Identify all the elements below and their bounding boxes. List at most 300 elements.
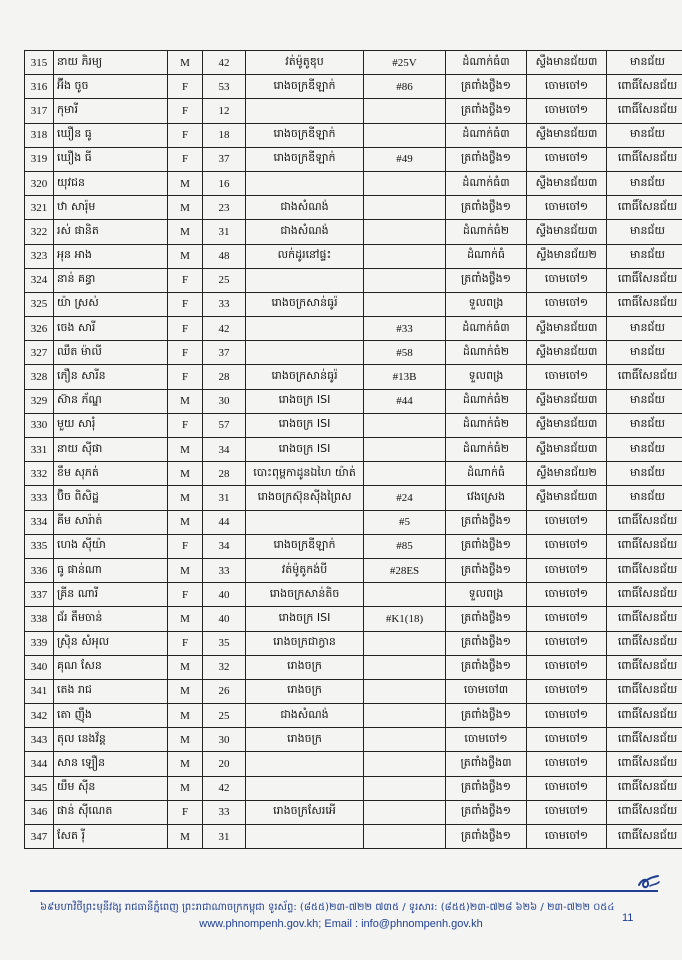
village-cell: ស្ទឹងមានជ័យ៣ — [527, 341, 607, 365]
age-cell: 23 — [203, 196, 246, 220]
district-cell: មានជ័យ — [607, 123, 682, 147]
table-row — [25, 534, 682, 558]
district-cell: ពោធិ៍សែនជ័យ — [607, 147, 682, 171]
commune-cell: ត្រពាំងថ្លឹង១ — [446, 147, 527, 171]
commune-cell: ទួលពង្រ — [446, 365, 527, 389]
case-code-cell — [364, 631, 446, 655]
table-row — [25, 220, 682, 244]
district-cell: ពោធិ៍សែនជ័យ — [607, 75, 682, 99]
case-code-cell: #28ES — [364, 558, 446, 582]
village-cell: ស្ទឹងមានជ័យ៣ — [527, 171, 607, 195]
commune-cell: ដំណាក់ធំ — [446, 244, 527, 268]
commune-cell: ដំណាក់ធំ៣ — [446, 171, 527, 195]
table-row — [25, 389, 682, 413]
row-number-cell: 317 — [25, 99, 54, 123]
row-number-cell: 335 — [25, 534, 54, 558]
age-cell: 12 — [203, 99, 246, 123]
person-name-cell: នាយ ភិរម្យ — [54, 51, 168, 75]
sex-cell: M — [168, 558, 203, 582]
person-name-cell: គុណ សែន — [54, 655, 168, 679]
occupation-cell: រោងចក្រ ISI — [246, 413, 364, 437]
person-name-cell: ប៊ិច ពិសិដ្ឋ — [54, 486, 168, 510]
case-code-cell — [364, 123, 446, 147]
person-name-cell: ភឿន សារីន — [54, 365, 168, 389]
commune-cell: ដំណាក់ធំ២ — [446, 389, 527, 413]
commune-cell: ទួលពង្រ — [446, 292, 527, 316]
row-number-cell: 336 — [25, 558, 54, 582]
case-code-cell: #86 — [364, 75, 446, 99]
district-cell: មានជ័យ — [607, 220, 682, 244]
village-cell: ចោមចៅ១ — [527, 607, 607, 631]
village-cell: ចោមចៅ១ — [527, 558, 607, 582]
district-cell: ពោធិ៍សែនជ័យ — [607, 196, 682, 220]
row-number-cell: 325 — [25, 292, 54, 316]
occupation-cell: រោងចក្រសាន់ធូរ៉ — [246, 292, 364, 316]
district-cell: មានជ័យ — [607, 171, 682, 195]
person-name-cell: គ្រីន ណារី — [54, 583, 168, 607]
case-code-cell: #85 — [364, 534, 446, 558]
age-cell: 30 — [203, 728, 246, 752]
sex-cell: F — [168, 365, 203, 389]
sex-cell: M — [168, 728, 203, 752]
footer-rule — [30, 890, 658, 892]
age-cell: 32 — [203, 655, 246, 679]
case-code-cell: #33 — [364, 317, 446, 341]
sex-cell: M — [168, 510, 203, 534]
district-cell: មានជ័យ — [607, 462, 682, 486]
row-number-cell: 337 — [25, 583, 54, 607]
commune-cell: ត្រពាំងថ្លឹង១ — [446, 631, 527, 655]
row-number-cell: 324 — [25, 268, 54, 292]
occupation-cell: រោងចក្រឌីឡាក់ — [246, 147, 364, 171]
age-cell: 34 — [203, 438, 246, 462]
district-cell: ពោធិ៍សែនជ័យ — [607, 607, 682, 631]
village-cell: ចោមចៅ១ — [527, 292, 607, 316]
district-cell: ពោធិ៍សែនជ័យ — [607, 99, 682, 123]
occupation-cell: រោងចក្រស៊ុនស៊ីងព្រៃស — [246, 486, 364, 510]
district-cell: ពោធិ៍សែនជ័យ — [607, 776, 682, 800]
sex-cell: M — [168, 220, 203, 244]
age-cell: 26 — [203, 679, 246, 703]
sex-cell: F — [168, 800, 203, 824]
table-row — [25, 51, 682, 75]
table-row — [25, 486, 682, 510]
occupation-cell: រោងចក្រ — [246, 728, 364, 752]
case-code-cell — [364, 268, 446, 292]
district-cell: មានជ័យ — [607, 438, 682, 462]
case-code-cell — [364, 825, 446, 849]
age-cell: 31 — [203, 220, 246, 244]
district-cell: មានជ័យ — [607, 413, 682, 437]
age-cell: 37 — [203, 341, 246, 365]
district-cell: ពោធិ៍សែនជ័យ — [607, 534, 682, 558]
commune-cell: ត្រពាំងថ្លឹង១ — [446, 534, 527, 558]
case-code-cell — [364, 413, 446, 437]
row-number-cell: 315 — [25, 51, 54, 75]
person-name-cell: តេង រាជ — [54, 679, 168, 703]
age-cell: 42 — [203, 51, 246, 75]
person-name-cell: យឹម ស៊ីន — [54, 776, 168, 800]
age-cell: 48 — [203, 244, 246, 268]
table-row — [25, 631, 682, 655]
age-cell: 18 — [203, 123, 246, 147]
table-row — [25, 292, 682, 316]
table-row — [25, 607, 682, 631]
district-cell: ពោធិ៍សែនជ័យ — [607, 679, 682, 703]
age-cell: 42 — [203, 776, 246, 800]
table-row — [25, 123, 682, 147]
sex-cell: M — [168, 607, 203, 631]
row-number-cell: 342 — [25, 704, 54, 728]
row-number-cell: 319 — [25, 147, 54, 171]
table-row — [25, 317, 682, 341]
village-cell: ស្ទឹងមានជ័យ៣ — [527, 438, 607, 462]
occupation-cell: រោងចក្រ ISI — [246, 389, 364, 413]
village-cell: ស្ទឹងមានជ័យ៣ — [527, 389, 607, 413]
age-cell: 31 — [203, 825, 246, 849]
village-cell: ចោមចៅ១ — [527, 800, 607, 824]
person-name-cell: រស់ ផានិត — [54, 220, 168, 244]
table-row — [25, 413, 682, 437]
table-row — [25, 438, 682, 462]
village-cell: ស្ទឹងមានជ័យ៣ — [527, 317, 607, 341]
age-cell: 16 — [203, 171, 246, 195]
village-cell: ចោមចៅ១ — [527, 534, 607, 558]
commune-cell: វេងស្រេង — [446, 486, 527, 510]
case-roster-table — [24, 50, 682, 849]
commune-cell: ចោមចៅ១ — [446, 728, 527, 752]
occupation-cell — [246, 825, 364, 849]
person-name-cell: នាយ ស៊ីផា — [54, 438, 168, 462]
commune-cell: ត្រពាំងថ្លឹង១ — [446, 558, 527, 582]
commune-cell: ទួលពង្រ — [446, 583, 527, 607]
village-cell: ចោមចៅ១ — [527, 75, 607, 99]
village-cell: ចោមចៅ១ — [527, 510, 607, 534]
village-cell: ស្ទឹងមានជ័យ២ — [527, 244, 607, 268]
row-number-cell: 322 — [25, 220, 54, 244]
person-name-cell: យុវជន — [54, 171, 168, 195]
table-row — [25, 558, 682, 582]
commune-cell: ត្រពាំងថ្លឹង១ — [446, 196, 527, 220]
sex-cell: M — [168, 752, 203, 776]
occupation-cell: រោងចក្រ — [246, 655, 364, 679]
row-number-cell: 345 — [25, 776, 54, 800]
case-code-cell — [364, 462, 446, 486]
occupation-cell: វត់ម៉ូតូកង់បី — [246, 558, 364, 582]
person-name-cell: ស៊ាន ភ័ណ្ឌ — [54, 389, 168, 413]
district-cell: មានជ័យ — [607, 389, 682, 413]
case-code-cell — [364, 438, 446, 462]
sex-cell: M — [168, 704, 203, 728]
age-cell: 40 — [203, 583, 246, 607]
village-cell: ស្ទឹងមានជ័យ៣ — [527, 123, 607, 147]
age-cell: 28 — [203, 365, 246, 389]
age-cell: 53 — [203, 75, 246, 99]
village-cell: ស្ទឹងមានជ័យ៣ — [527, 51, 607, 75]
person-name-cell: អុន អាង — [54, 244, 168, 268]
age-cell: 57 — [203, 413, 246, 437]
village-cell: ចោមចៅ១ — [527, 147, 607, 171]
sex-cell: M — [168, 462, 203, 486]
sex-cell: F — [168, 534, 203, 558]
commune-cell: ដំណាក់ធំ២ — [446, 438, 527, 462]
age-cell: 20 — [203, 752, 246, 776]
case-code-cell: #13B — [364, 365, 446, 389]
district-cell: ពោធិ៍សែនជ័យ — [607, 800, 682, 824]
row-number-cell: 344 — [25, 752, 54, 776]
commune-cell: ដំណាក់ធំ៣ — [446, 123, 527, 147]
row-number-cell: 327 — [25, 341, 54, 365]
person-name-cell: សាន ឡឿន — [54, 752, 168, 776]
village-cell: ស្ទឹងមានជ័យ៣ — [527, 486, 607, 510]
occupation-cell: រោងចក្រជាក្វាន — [246, 631, 364, 655]
commune-cell: ត្រពាំងថ្លឹង១ — [446, 704, 527, 728]
person-name-cell: ហេង ស៊ីយ៉ា — [54, 534, 168, 558]
district-cell: ពោធិ៍សែនជ័យ — [607, 728, 682, 752]
village-cell: ចោមចៅ១ — [527, 196, 607, 220]
row-number-cell: 320 — [25, 171, 54, 195]
table-row — [25, 171, 682, 195]
occupation-cell: ជាងសំណង់ — [246, 704, 364, 728]
table-row — [25, 341, 682, 365]
case-code-cell: #24 — [364, 486, 446, 510]
commune-cell: ត្រពាំងថ្លឹង១ — [446, 800, 527, 824]
district-cell: មានជ័យ — [607, 51, 682, 75]
district-cell: ពោធិ៍សែនជ័យ — [607, 631, 682, 655]
row-number-cell: 338 — [25, 607, 54, 631]
table-row — [25, 244, 682, 268]
table-row — [25, 75, 682, 99]
sex-cell: M — [168, 776, 203, 800]
case-code-cell — [364, 220, 446, 244]
age-cell: 33 — [203, 800, 246, 824]
sex-cell: F — [168, 317, 203, 341]
occupation-cell: រោងចក្រសាន់ធូរ៉ — [246, 365, 364, 389]
age-cell: 44 — [203, 510, 246, 534]
row-number-cell: 334 — [25, 510, 54, 534]
district-cell: មានជ័យ — [607, 341, 682, 365]
table-row — [25, 825, 682, 849]
row-number-cell: 329 — [25, 389, 54, 413]
person-name-cell: ធូ ផាន់ណា — [54, 558, 168, 582]
row-number-cell: 331 — [25, 438, 54, 462]
table-row — [25, 510, 682, 534]
case-code-cell — [364, 776, 446, 800]
sex-cell: M — [168, 679, 203, 703]
age-cell: 40 — [203, 607, 246, 631]
table-row — [25, 679, 682, 703]
occupation-cell — [246, 341, 364, 365]
row-number-cell: 347 — [25, 825, 54, 849]
table-row — [25, 583, 682, 607]
village-cell: ស្ទឹងមានជ័យ៣ — [527, 413, 607, 437]
district-cell: ពោធិ៍សែនជ័យ — [607, 825, 682, 849]
sex-cell: F — [168, 268, 203, 292]
case-code-cell — [364, 583, 446, 607]
sex-cell: M — [168, 389, 203, 413]
age-cell: 33 — [203, 558, 246, 582]
sex-cell: M — [168, 486, 203, 510]
table-row — [25, 655, 682, 679]
occupation-cell: រោងចក្រឌីឡាក់ — [246, 123, 364, 147]
commune-cell: ដំណាក់ធំ២ — [446, 341, 527, 365]
occupation-cell: លក់ដូរនៅផ្ទះ — [246, 244, 364, 268]
row-number-cell: 332 — [25, 462, 54, 486]
person-name-cell: អ៊ីង ចូច — [54, 75, 168, 99]
case-code-cell — [364, 244, 446, 268]
person-name-cell: គីម សារ៉ាត់ — [54, 510, 168, 534]
row-number-cell: 339 — [25, 631, 54, 655]
occupation-cell — [246, 99, 364, 123]
row-number-cell: 346 — [25, 800, 54, 824]
sex-cell: F — [168, 147, 203, 171]
footer-contact: www.phnompenh.gov.kh; Email : info@phnompenh.gov.kh — [199, 918, 483, 930]
sex-cell: M — [168, 825, 203, 849]
age-cell: 30 — [203, 389, 246, 413]
commune-cell: ដំណាក់ធំ២ — [446, 220, 527, 244]
row-number-cell: 333 — [25, 486, 54, 510]
commune-cell: ត្រពាំងថ្លឹង១ — [446, 268, 527, 292]
district-cell: ពោធិ៍សែនជ័យ — [607, 655, 682, 679]
person-name-cell: ស្រ៊ិន សំអុល — [54, 631, 168, 655]
district-cell: ពោធិ៍សែនជ័យ — [607, 558, 682, 582]
occupation-cell — [246, 776, 364, 800]
occupation-cell: ជាងសំណង់ — [246, 220, 364, 244]
commune-cell: ដំណាក់ធំ៣ — [446, 51, 527, 75]
occupation-cell: បោះពុម្ពកាដូនឯហៃ យ៉ាត់ — [246, 462, 364, 486]
sex-cell: F — [168, 75, 203, 99]
village-cell: ចោមចៅ១ — [527, 752, 607, 776]
sex-cell: M — [168, 196, 203, 220]
case-code-cell: #44 — [364, 389, 446, 413]
commune-cell: ដំណាក់ធំ២ — [446, 413, 527, 437]
case-code-cell — [364, 679, 446, 703]
person-name-cell: ឃឿន ធូ — [54, 123, 168, 147]
age-cell: 25 — [203, 268, 246, 292]
case-code-cell — [364, 704, 446, 728]
age-cell: 28 — [203, 462, 246, 486]
person-name-cell: ចេង សារី — [54, 317, 168, 341]
row-number-cell: 341 — [25, 679, 54, 703]
occupation-cell: រោងចក្រឌីឡាក់ — [246, 75, 364, 99]
table-row — [25, 752, 682, 776]
district-cell: ពោធិ៍សែនជ័យ — [607, 583, 682, 607]
village-cell: ចោមចៅ១ — [527, 704, 607, 728]
case-code-cell: #K1(18) — [364, 607, 446, 631]
village-cell: ចោមចៅ១ — [527, 99, 607, 123]
row-number-cell: 328 — [25, 365, 54, 389]
commune-cell: ត្រពាំងថ្លឹង១ — [446, 655, 527, 679]
commune-cell: ត្រពាំងថ្លឹង១ — [446, 825, 527, 849]
sex-cell: F — [168, 413, 203, 437]
sex-cell: M — [168, 51, 203, 75]
row-number-cell: 316 — [25, 75, 54, 99]
case-code-cell — [364, 292, 446, 316]
commune-cell: ត្រពាំងថ្លឹង១ — [446, 510, 527, 534]
district-cell: ពោធិ៍សែនជ័យ — [607, 365, 682, 389]
person-name-cell: យ៉ា ស្រស់ — [54, 292, 168, 316]
district-cell: ពោធិ៍សែនជ័យ — [607, 510, 682, 534]
table-row — [25, 196, 682, 220]
person-name-cell: សែត រ៉ី — [54, 825, 168, 849]
case-code-cell: #49 — [364, 147, 446, 171]
village-cell: ចោមចៅ១ — [527, 825, 607, 849]
sex-cell: F — [168, 583, 203, 607]
occupation-cell — [246, 317, 364, 341]
case-code-cell — [364, 728, 446, 752]
row-number-cell: 323 — [25, 244, 54, 268]
commune-cell: ត្រពាំងថ្លឹង១ — [446, 99, 527, 123]
age-cell: 37 — [203, 147, 246, 171]
district-cell: ពោធិ៍សែនជ័យ — [607, 268, 682, 292]
row-number-cell: 343 — [25, 728, 54, 752]
occupation-cell — [246, 752, 364, 776]
village-cell: ចោមចៅ១ — [527, 776, 607, 800]
commune-cell: ចោមចៅ៣ — [446, 679, 527, 703]
person-name-cell: ឈឹត ម៉ាលី — [54, 341, 168, 365]
age-cell: 42 — [203, 317, 246, 341]
occupation-cell — [246, 510, 364, 534]
commune-cell: ត្រពាំងថ្លឹង១ — [446, 607, 527, 631]
table-row — [25, 462, 682, 486]
table-row — [25, 99, 682, 123]
case-code-cell — [364, 655, 446, 679]
table-row — [25, 728, 682, 752]
person-name-cell: ឃឿង ធី — [54, 147, 168, 171]
age-cell: 31 — [203, 486, 246, 510]
village-cell: ចោមចៅ១ — [527, 583, 607, 607]
occupation-cell: រោងចក្រ ISI — [246, 438, 364, 462]
occupation-cell — [246, 171, 364, 195]
sex-cell: F — [168, 123, 203, 147]
person-name-cell: តុល នេងវ័ន្ត — [54, 728, 168, 752]
district-cell: ពោធិ៍សែនជ័យ — [607, 704, 682, 728]
district-cell: មានជ័យ — [607, 486, 682, 510]
age-cell: 33 — [203, 292, 246, 316]
district-cell: ពោធិ៍សែនជ័យ — [607, 752, 682, 776]
sex-cell: F — [168, 292, 203, 316]
district-cell: ពោធិ៍សែនជ័យ — [607, 292, 682, 316]
person-name-cell: មួយ សារុំ — [54, 413, 168, 437]
occupation-cell: រោងចក្រសាន់តិច — [246, 583, 364, 607]
table-row — [25, 268, 682, 292]
row-number-cell: 321 — [25, 196, 54, 220]
table-row — [25, 704, 682, 728]
occupation-cell: រោងចក្រ — [246, 679, 364, 703]
person-name-cell: ជ័រ តឹមចាន់ — [54, 607, 168, 631]
village-cell: ចោមចៅ១ — [527, 365, 607, 389]
commune-cell: ត្រពាំងថ្លឹង៣ — [446, 752, 527, 776]
occupation-cell: រោងចក្រ ISI — [246, 607, 364, 631]
sex-cell: F — [168, 631, 203, 655]
table-row — [25, 776, 682, 800]
roster-body — [25, 51, 682, 849]
age-cell: 35 — [203, 631, 246, 655]
village-cell: ចោមចៅ១ — [527, 631, 607, 655]
case-code-cell: #25V — [364, 51, 446, 75]
commune-cell: ដំណាក់ធំ៣ — [446, 317, 527, 341]
commune-cell: ត្រពាំងថ្លឹង១ — [446, 776, 527, 800]
sex-cell: M — [168, 171, 203, 195]
person-name-cell: កុមារី — [54, 99, 168, 123]
sex-cell: F — [168, 99, 203, 123]
page-number: 11 — [622, 912, 634, 924]
sex-cell: M — [168, 655, 203, 679]
person-name-cell: ផាន់ ស៊ីណេត — [54, 800, 168, 824]
village-cell: ស្ទឹងមានជ័យ២ — [527, 462, 607, 486]
occupation-cell: វត់ម៉ូតូឌុប — [246, 51, 364, 75]
person-name-cell: តោ ញ៉ឹង — [54, 704, 168, 728]
